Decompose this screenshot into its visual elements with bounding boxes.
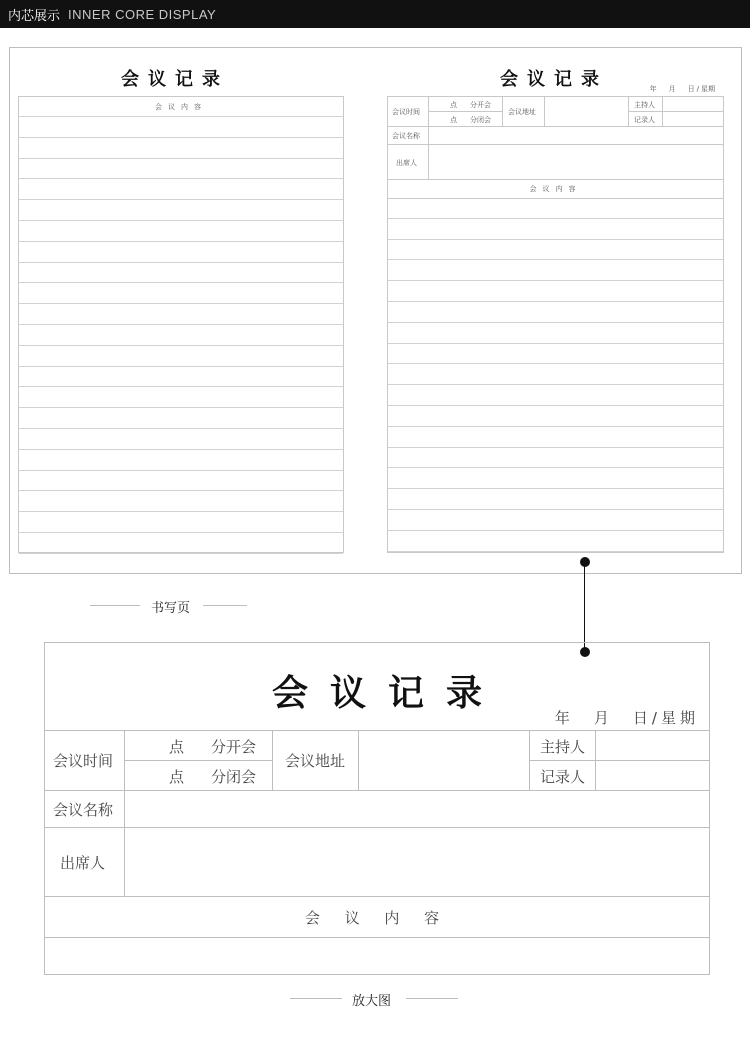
ruled-line (19, 304, 343, 325)
ruled-line (19, 179, 343, 200)
close-label-small: 分闭会 (470, 116, 491, 124)
ruled-line (388, 240, 723, 261)
enlarged-content-header: 会 议 内 容 (304, 909, 450, 927)
ruled-line (19, 450, 343, 471)
enlarged-date-line (555, 707, 699, 728)
ruled-line (19, 346, 343, 367)
connector-line (584, 562, 585, 652)
ruled-line (388, 448, 723, 469)
ruled-line (388, 531, 723, 552)
header-bar (0, 0, 750, 28)
ruled-line (19, 471, 343, 492)
left-page-lined-area (18, 96, 344, 553)
enlarged-title: 会议记录 (271, 672, 504, 714)
ruled-line (19, 159, 343, 180)
header-title-en: INNER CORE DISPLAY (68, 6, 217, 22)
date-month: 月 (668, 85, 676, 93)
ruled-line (388, 364, 723, 385)
caption2-line-right (406, 998, 458, 999)
ruled-line (19, 429, 343, 450)
ruled-line (388, 344, 723, 365)
ruled-line (19, 512, 343, 533)
attendees-label-small: 出席人 (396, 159, 417, 167)
ruled-line (19, 263, 343, 284)
point-label-small-1: 点 (450, 101, 457, 109)
enlarged-form (44, 642, 710, 975)
date-day: 日 (687, 85, 695, 93)
meeting-time-label: 会议时间 (53, 752, 114, 770)
right-page-lines (388, 198, 723, 552)
right-page-content-header: 会议内容 (529, 185, 582, 193)
ruled-line (388, 510, 723, 531)
left-page-title: 会议记录 (121, 69, 229, 90)
date-slash: / (696, 85, 699, 93)
enlarged-date-slash: / (651, 709, 657, 727)
ruled-line (388, 219, 723, 240)
left-page-content-header: 会议内容 (155, 103, 207, 111)
enlarged-date-month: 月 (593, 709, 609, 727)
ruled-line (388, 385, 723, 406)
caption-line-left (90, 605, 140, 606)
ruled-line (388, 260, 723, 281)
ruled-line (19, 533, 343, 554)
meeting-time-label-small: 会议时间 (392, 108, 420, 116)
open-label-small: 分开会 (470, 101, 491, 109)
ruled-line (19, 242, 343, 263)
enlarged-date-year: 年 (554, 709, 570, 727)
right-page-date-line (650, 84, 715, 94)
ruled-line (388, 489, 723, 510)
host-label: 主持人 (540, 738, 586, 756)
ruled-line (19, 325, 343, 346)
ruled-line (19, 387, 343, 408)
ruled-line (19, 367, 343, 388)
point-label-1: 点 (169, 738, 185, 756)
ruled-line (388, 281, 723, 302)
caption-writing-page: 书写页 (151, 601, 191, 616)
caption2-line-left (290, 998, 342, 999)
notebook-spread (9, 47, 742, 574)
ruled-line (388, 323, 723, 344)
ruled-line (388, 406, 723, 427)
enlarged-date-day: 日 (632, 709, 648, 727)
point-label-small-2: 点 (450, 116, 457, 124)
close-label: 分闭会 (211, 768, 257, 786)
connector-dot-top (580, 557, 590, 567)
ruled-line (19, 200, 343, 221)
location-label-small: 会议地址 (508, 108, 536, 116)
right-page-title: 会议记录 (500, 69, 608, 90)
caption-line-right (203, 605, 247, 606)
date-weekday: 星期 (701, 85, 715, 93)
ruled-line (19, 283, 343, 304)
header-title-cn: 内芯展示 (8, 8, 61, 24)
recorder-label: 记录人 (540, 768, 586, 786)
meeting-name-label: 会议名称 (53, 801, 114, 819)
ruled-line (19, 408, 343, 429)
host-label-small: 主持人 (634, 101, 655, 109)
ruled-line (19, 491, 343, 512)
ruled-line (388, 468, 723, 489)
caption-enlarged: 放大图 (352, 994, 392, 1009)
ruled-line (19, 138, 343, 159)
location-label: 会议地址 (285, 752, 346, 770)
ruled-line (388, 302, 723, 323)
ruled-line (388, 198, 723, 219)
point-label-2: 点 (169, 768, 185, 786)
left-page-lines (19, 97, 343, 554)
recorder-label-small: 记录人 (634, 116, 655, 124)
right-page-form (387, 96, 724, 553)
ruled-line (19, 221, 343, 242)
enlarged-date-weekday: 星期 (660, 709, 699, 727)
ruled-line (388, 427, 723, 448)
attendees-label: 出席人 (60, 854, 106, 872)
ruled-line (19, 97, 343, 117)
ruled-line (19, 117, 343, 138)
date-year: 年 (649, 85, 657, 93)
meeting-name-label-small: 会议名称 (392, 132, 420, 140)
open-label: 分开会 (211, 738, 257, 756)
